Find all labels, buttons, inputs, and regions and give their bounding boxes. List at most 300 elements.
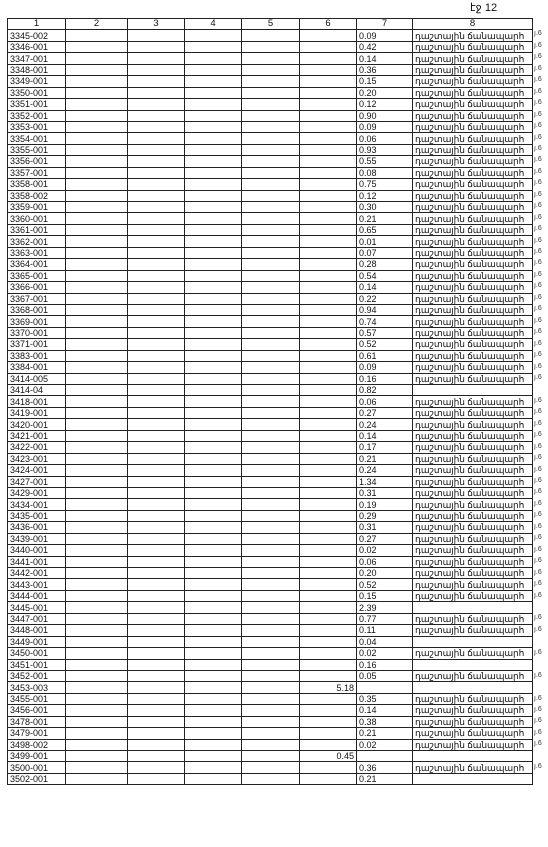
- area-col6-cell: [300, 442, 357, 453]
- parcel-id-cell: 3452-001: [8, 670, 66, 681]
- table-row: [8, 87, 533, 98]
- margin-mark: յ.6: [534, 339, 542, 347]
- parcel-id-cell: 3346-001: [8, 41, 66, 52]
- area-col7-cell: 0.27: [357, 533, 413, 544]
- empty-cell: [66, 590, 128, 601]
- land-use-cell: դաշտային ճանապարհ: [413, 728, 533, 739]
- parcel-id-cell: 3365-001: [8, 270, 66, 281]
- land-use-cell: [413, 659, 533, 670]
- empty-cell: [66, 693, 128, 704]
- land-use-cell: դաշտային ճանապարհ: [413, 121, 533, 132]
- area-col7-cell: 0.52: [357, 579, 413, 590]
- empty-cell: [185, 419, 242, 430]
- empty-cell: [66, 293, 128, 304]
- parcel-id-cell: 3421-001: [8, 430, 66, 441]
- empty-cell: [128, 579, 185, 590]
- table-row: [8, 110, 533, 121]
- land-use-cell: դաշտային ճանապարհ: [413, 545, 533, 556]
- area-col6-cell: [300, 545, 357, 556]
- area-col7-cell: 0.21: [357, 213, 413, 224]
- empty-cell: [128, 453, 185, 464]
- area-col7-cell: 0.74: [357, 316, 413, 327]
- area-col7-cell: 1.34: [357, 476, 413, 487]
- empty-cell: [242, 167, 300, 178]
- empty-cell: [66, 156, 128, 167]
- area-col7-cell: 0.36: [357, 762, 413, 773]
- table-row: [8, 259, 533, 270]
- land-use-cell: դաշտային ճանապարհ: [413, 568, 533, 579]
- parcel-id-cell: 3364-001: [8, 259, 66, 270]
- parcel-id-cell: 3366-001: [8, 282, 66, 293]
- area-col7-cell: 0.65: [357, 224, 413, 235]
- land-use-cell: [413, 773, 533, 784]
- empty-cell: [128, 396, 185, 407]
- empty-cell: [242, 64, 300, 75]
- empty-cell: [185, 133, 242, 144]
- empty-cell: [66, 224, 128, 235]
- area-col7-cell: 0.06: [357, 133, 413, 144]
- area-col6-cell: [300, 362, 357, 373]
- empty-cell: [242, 373, 300, 384]
- column-header: 4: [185, 19, 242, 30]
- empty-cell: [128, 64, 185, 75]
- table-row: [8, 579, 533, 590]
- margin-mark: յ.6: [534, 351, 542, 359]
- empty-cell: [185, 202, 242, 213]
- parcel-id-cell: 3358-002: [8, 190, 66, 201]
- table-row: [8, 76, 533, 87]
- empty-cell: [128, 179, 185, 190]
- empty-cell: [128, 670, 185, 681]
- area-col6-cell: [300, 465, 357, 476]
- area-col6-cell: [300, 499, 357, 510]
- empty-cell: [242, 453, 300, 464]
- area-col6-cell: [300, 670, 357, 681]
- column-header: 2: [66, 19, 128, 30]
- parcel-id-cell: 3424-001: [8, 465, 66, 476]
- land-use-cell: դաշտային ճանապարհ: [413, 259, 533, 270]
- empty-cell: [185, 179, 242, 190]
- empty-cell: [128, 407, 185, 418]
- area-col7-cell: 0.04: [357, 636, 413, 647]
- parcel-id-cell: 3427-001: [8, 476, 66, 487]
- empty-cell: [185, 430, 242, 441]
- empty-cell: [66, 110, 128, 121]
- land-use-cell: [413, 385, 533, 396]
- area-col7-cell: 0.07: [357, 247, 413, 258]
- empty-cell: [185, 121, 242, 132]
- table-row: [8, 625, 533, 636]
- parcel-id-cell: 3363-001: [8, 247, 66, 258]
- area-col7-cell: 0.09: [357, 30, 413, 41]
- parcel-id-cell: 3352-001: [8, 110, 66, 121]
- margin-mark: յ.6: [534, 305, 542, 313]
- area-col6-cell: [300, 293, 357, 304]
- margin-mark: յ.6: [534, 431, 542, 439]
- table-row: [8, 64, 533, 75]
- land-use-cell: դաշտային ճանապարհ: [413, 487, 533, 498]
- empty-cell: [185, 716, 242, 727]
- empty-cell: [128, 499, 185, 510]
- empty-cell: [66, 545, 128, 556]
- area-col7-cell: 0.29: [357, 510, 413, 521]
- margin-mark: յ.6: [534, 156, 542, 164]
- empty-cell: [66, 133, 128, 144]
- empty-cell: [66, 304, 128, 315]
- empty-cell: [242, 430, 300, 441]
- land-use-cell: դաշտային ճանապարհ: [413, 613, 533, 624]
- area-col6-cell: [300, 533, 357, 544]
- land-use-cell: դաշտային ճանապարհ: [413, 144, 533, 155]
- area-col7-cell: 0.06: [357, 396, 413, 407]
- empty-cell: [128, 133, 185, 144]
- empty-cell: [128, 430, 185, 441]
- area-col6-cell: [300, 487, 357, 498]
- empty-cell: [185, 339, 242, 350]
- table-row: [8, 385, 533, 396]
- table-row: [8, 522, 533, 533]
- margin-mark: յ.6: [534, 282, 542, 290]
- parcel-id-cell: 3435-001: [8, 510, 66, 521]
- empty-cell: [128, 76, 185, 87]
- empty-cell: [242, 339, 300, 350]
- table-row: [8, 476, 533, 487]
- empty-cell: [66, 476, 128, 487]
- empty-cell: [66, 167, 128, 178]
- land-use-cell: դաշտային ճանապարհ: [413, 339, 533, 350]
- empty-cell: [242, 442, 300, 453]
- column-header: 7: [357, 19, 413, 30]
- area-col6-cell: [300, 590, 357, 601]
- land-use-cell: դաշտային ճանապարհ: [413, 133, 533, 144]
- empty-cell: [242, 579, 300, 590]
- area-col7-cell: 0.09: [357, 362, 413, 373]
- empty-cell: [242, 236, 300, 247]
- empty-cell: [66, 625, 128, 636]
- table-row: [8, 293, 533, 304]
- empty-cell: [242, 30, 300, 41]
- empty-cell: [128, 121, 185, 132]
- table-row: [8, 327, 533, 338]
- empty-cell: [66, 739, 128, 750]
- table-row: [8, 499, 533, 510]
- land-use-cell: դաշտային ճանապարհ: [413, 522, 533, 533]
- empty-cell: [128, 773, 185, 784]
- empty-cell: [66, 41, 128, 52]
- empty-cell: [185, 304, 242, 315]
- empty-cell: [66, 236, 128, 247]
- land-use-cell: դաշտային ճանապարհ: [413, 190, 533, 201]
- table-row: [8, 556, 533, 567]
- empty-cell: [128, 602, 185, 613]
- empty-cell: [128, 87, 185, 98]
- column-header: 1: [8, 19, 66, 30]
- area-col6-cell: [300, 385, 357, 396]
- empty-cell: [185, 236, 242, 247]
- empty-cell: [242, 362, 300, 373]
- empty-cell: [128, 293, 185, 304]
- empty-cell: [128, 625, 185, 636]
- empty-cell: [66, 99, 128, 110]
- empty-cell: [66, 373, 128, 384]
- empty-cell: [185, 247, 242, 258]
- margin-mark: յ.6: [534, 76, 542, 84]
- empty-cell: [66, 362, 128, 373]
- empty-cell: [66, 87, 128, 98]
- table-row: [8, 362, 533, 373]
- empty-cell: [185, 30, 242, 41]
- empty-cell: [128, 236, 185, 247]
- land-use-cell: դաշտային ճանապարհ: [413, 270, 533, 281]
- empty-cell: [242, 53, 300, 64]
- parcel-id-cell: 3502-001: [8, 773, 66, 784]
- empty-cell: [128, 327, 185, 338]
- area-col6-cell: [300, 327, 357, 338]
- area-col7-cell: 0.16: [357, 659, 413, 670]
- empty-cell: [242, 144, 300, 155]
- margin-mark: յ.6: [534, 763, 542, 771]
- area-col7-cell: [357, 682, 413, 693]
- area-col7-cell: 0.55: [357, 156, 413, 167]
- empty-cell: [242, 350, 300, 361]
- land-use-cell: դաշտային ճանապարհ: [413, 282, 533, 293]
- empty-cell: [66, 247, 128, 258]
- area-col7-cell: 0.21: [357, 773, 413, 784]
- empty-cell: [66, 682, 128, 693]
- land-use-cell: դաշտային ճանապարհ: [413, 430, 533, 441]
- area-col7-cell: 0.24: [357, 465, 413, 476]
- empty-cell: [128, 316, 185, 327]
- empty-cell: [185, 739, 242, 750]
- parcel-id-cell: 3423-001: [8, 453, 66, 464]
- header-row: [8, 19, 533, 30]
- empty-cell: [66, 76, 128, 87]
- parcel-id-cell: 3455-001: [8, 693, 66, 704]
- parcel-id-cell: 3456-001: [8, 705, 66, 716]
- empty-cell: [128, 373, 185, 384]
- empty-cell: [185, 167, 242, 178]
- area-col7-cell: 0.31: [357, 522, 413, 533]
- parcel-id-cell: 3499-001: [8, 751, 66, 762]
- table-row: [8, 728, 533, 739]
- area-col7-cell: 0.15: [357, 590, 413, 601]
- empty-cell: [66, 636, 128, 647]
- area-col7-cell: 0.15: [357, 76, 413, 87]
- parcel-id-cell: 3443-001: [8, 579, 66, 590]
- margin-mark: յ.6: [534, 557, 542, 565]
- empty-cell: [128, 533, 185, 544]
- empty-cell: [242, 76, 300, 87]
- area-col6-cell: [300, 579, 357, 590]
- empty-cell: [185, 99, 242, 110]
- land-use-cell: դաշտային ճանապարհ: [413, 110, 533, 121]
- empty-cell: [185, 693, 242, 704]
- table-row: [8, 682, 533, 693]
- area-col7-cell: 0.01: [357, 236, 413, 247]
- parcel-id-cell: 3361-001: [8, 224, 66, 235]
- parcel-id-cell: 3500-001: [8, 762, 66, 773]
- area-col7-cell: 0.94: [357, 304, 413, 315]
- area-col7-cell: [357, 751, 413, 762]
- area-col6-cell: [300, 110, 357, 121]
- table-row: [8, 613, 533, 624]
- area-col6-cell: [300, 762, 357, 773]
- empty-cell: [242, 522, 300, 533]
- empty-cell: [242, 773, 300, 784]
- empty-cell: [128, 270, 185, 281]
- land-use-cell: դաշտային ճանապարհ: [413, 64, 533, 75]
- parcel-id-cell: 3360-001: [8, 213, 66, 224]
- land-use-cell: դաշտային ճանապարհ: [413, 442, 533, 453]
- empty-cell: [128, 53, 185, 64]
- area-col7-cell: 0.11: [357, 625, 413, 636]
- empty-cell: [66, 442, 128, 453]
- area-col7-cell: 0.35: [357, 693, 413, 704]
- parcel-id-cell: 3358-001: [8, 179, 66, 190]
- area-col6-cell: [300, 430, 357, 441]
- empty-cell: [66, 705, 128, 716]
- empty-cell: [242, 648, 300, 659]
- margin-mark: յ.6: [534, 694, 542, 702]
- parcel-id-cell: 3450-001: [8, 648, 66, 659]
- land-use-cell: դաշտային ճանապարհ: [413, 327, 533, 338]
- area-col6-cell: [300, 236, 357, 247]
- margin-mark: յ.6: [534, 419, 542, 427]
- margin-mark: յ.6: [534, 522, 542, 530]
- empty-cell: [242, 407, 300, 418]
- empty-cell: [242, 327, 300, 338]
- empty-cell: [66, 350, 128, 361]
- empty-cell: [66, 339, 128, 350]
- empty-cell: [185, 110, 242, 121]
- empty-cell: [242, 625, 300, 636]
- table-row: [8, 304, 533, 315]
- area-col6-cell: [300, 247, 357, 258]
- land-use-cell: դաշտային ճանապարհ: [413, 167, 533, 178]
- parcel-id-cell: 3356-001: [8, 156, 66, 167]
- area-col6-cell: [300, 121, 357, 132]
- empty-cell: [185, 293, 242, 304]
- area-col6-cell: [300, 728, 357, 739]
- table-row: [8, 270, 533, 281]
- empty-cell: [242, 590, 300, 601]
- empty-cell: [185, 156, 242, 167]
- empty-cell: [66, 179, 128, 190]
- empty-cell: [242, 602, 300, 613]
- area-col7-cell: 0.12: [357, 99, 413, 110]
- empty-cell: [66, 53, 128, 64]
- table-row: [8, 156, 533, 167]
- area-col6-cell: 0.45: [300, 751, 357, 762]
- empty-cell: [66, 190, 128, 201]
- land-use-cell: դաշտային ճանապարհ: [413, 625, 533, 636]
- parcel-id-cell: 3349-001: [8, 76, 66, 87]
- land-use-cell: դաշտային ճանապարհ: [413, 670, 533, 681]
- parcel-id-cell: 3369-001: [8, 316, 66, 327]
- margin-mark: յ.6: [534, 740, 542, 748]
- area-col6-cell: [300, 556, 357, 567]
- area-col7-cell: 0.82: [357, 385, 413, 396]
- empty-cell: [242, 487, 300, 498]
- empty-cell: [185, 499, 242, 510]
- empty-cell: [128, 30, 185, 41]
- margin-mark: յ.6: [534, 717, 542, 725]
- area-col6-cell: [300, 99, 357, 110]
- margin-mark: յ.6: [534, 362, 542, 370]
- area-col7-cell: 0.77: [357, 613, 413, 624]
- empty-cell: [242, 419, 300, 430]
- land-use-cell: դաշտային ճանապարհ: [413, 350, 533, 361]
- table-row: [8, 545, 533, 556]
- empty-cell: [66, 396, 128, 407]
- parcel-id-cell: 3478-001: [8, 716, 66, 727]
- margin-mark: յ.6: [534, 408, 542, 416]
- empty-cell: [185, 270, 242, 281]
- empty-cell: [185, 385, 242, 396]
- area-col7-cell: 0.61: [357, 350, 413, 361]
- margin-mark: յ.6: [534, 248, 542, 255]
- parcel-id-cell: 3479-001: [8, 728, 66, 739]
- empty-cell: [66, 728, 128, 739]
- parcel-id-cell: 3444-001: [8, 590, 66, 601]
- land-use-cell: դաշտային ճանապարհ: [413, 396, 533, 407]
- column-header: 3: [128, 19, 185, 30]
- table-row: [8, 179, 533, 190]
- empty-cell: [66, 533, 128, 544]
- parcel-id-cell: 3448-001: [8, 625, 66, 636]
- empty-cell: [185, 224, 242, 235]
- area-col6-cell: [300, 167, 357, 178]
- area-col6-cell: [300, 179, 357, 190]
- empty-cell: [128, 41, 185, 52]
- table-row: [8, 41, 533, 52]
- empty-cell: [185, 602, 242, 613]
- land-use-cell: դաշտային ճանապարհ: [413, 99, 533, 110]
- empty-cell: [185, 705, 242, 716]
- area-col7-cell: 0.90: [357, 110, 413, 121]
- parcel-id-cell: 3348-001: [8, 64, 66, 75]
- margin-mark: յ.6: [534, 534, 542, 542]
- empty-cell: [242, 705, 300, 716]
- empty-cell: [128, 144, 185, 155]
- table-row: [8, 602, 533, 613]
- empty-cell: [242, 304, 300, 315]
- margin-mark: յ.6: [534, 316, 542, 324]
- empty-cell: [185, 533, 242, 544]
- area-col7-cell: 0.14: [357, 282, 413, 293]
- area-col7-cell: 0.02: [357, 739, 413, 750]
- area-col6-cell: [300, 259, 357, 270]
- area-col6-cell: [300, 773, 357, 784]
- empty-cell: [128, 247, 185, 258]
- empty-cell: [185, 579, 242, 590]
- empty-cell: [185, 442, 242, 453]
- empty-cell: [185, 773, 242, 784]
- empty-cell: [128, 590, 185, 601]
- empty-cell: [66, 144, 128, 155]
- margin-mark: յ.6: [534, 213, 542, 221]
- margin-mark: յ.6: [534, 144, 542, 152]
- empty-cell: [185, 728, 242, 739]
- empty-cell: [128, 751, 185, 762]
- margin-mark: յ.6: [534, 202, 542, 210]
- parcel-id-cell: 3347-001: [8, 53, 66, 64]
- empty-cell: [66, 419, 128, 430]
- area-col6-cell: [300, 87, 357, 98]
- empty-cell: [185, 350, 242, 361]
- empty-cell: [242, 762, 300, 773]
- land-use-cell: դաշտային ճանապարհ: [413, 556, 533, 567]
